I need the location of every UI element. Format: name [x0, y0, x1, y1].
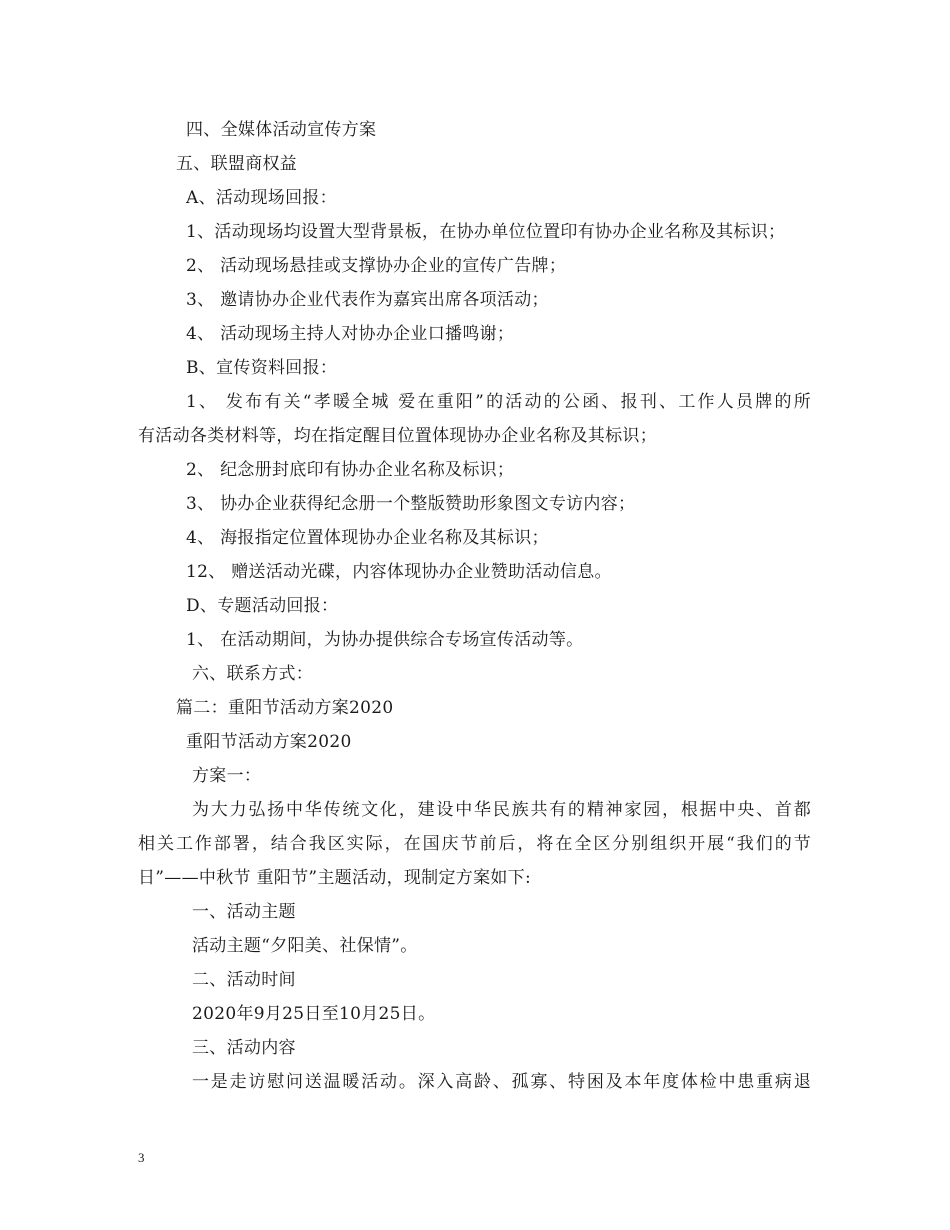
paragraph-line: 一是走访慰问送温暖活动。深入高龄、孤寡、特困及本年度体检中患重病退	[192, 1072, 811, 1092]
plan-heading: 方案一：	[192, 766, 262, 786]
list-item: 2、 纪念册封底印有协办企业名称及标识；	[186, 460, 515, 480]
time-text: 2020年9月25日至10月25日。	[192, 1004, 436, 1024]
subheading-onsite-returns: A、活动现场回报：	[186, 188, 337, 208]
list-item: 4、 活动现场主持人对协办企业口播鸣谢；	[186, 324, 515, 344]
paragraph-line: 相关工作部署，结合我区实际，在国庆节前后，将在全区分别组织开展“我们的节	[138, 834, 811, 854]
list-item: 3、 邀请协办企业代表作为嘉宾出席各项活动；	[186, 290, 549, 310]
list-item: 3、 协办企业获得纪念册一个整版赞助形象图文专访内容；	[186, 494, 636, 514]
section-heading-sponsor-rights: 五、联盟商权益	[176, 154, 298, 174]
article-subtitle: 重阳节活动方案2020	[186, 732, 352, 752]
paragraph-line: 日”——中秋节 重阳节”主题活动，现制定方案如下:	[138, 868, 532, 888]
list-item: 2、 活动现场悬挂或支撑协办企业的宣传广告牌；	[186, 256, 567, 276]
subheading-promo-returns: B、宣传资料回报：	[186, 358, 338, 378]
theme-text: 活动主题“夕阳美、社保情”。	[192, 936, 418, 956]
section-heading-media-plan: 四、全媒体活动宣传方案	[186, 120, 377, 140]
section-heading-contact: 六、联系方式：	[192, 664, 314, 684]
section-heading-content: 三、活动内容	[192, 1038, 296, 1058]
paragraph-line: 为大力弘扬中华传统文化，建设中华民族共有的精神家园，根据中央、首都	[192, 800, 811, 820]
article-title: 篇二：重阳节活动方案2020	[176, 698, 394, 718]
section-heading-theme: 一、活动主题	[192, 902, 296, 922]
list-item: 1、 发布有关“孝暖全城 爱在重阳”的活动的公函、报刊、工作人员牌的所	[186, 392, 811, 412]
list-item-continuation: 有活动各类材料等，均在指定醒目位置体现协办企业名称及其标识；	[138, 426, 657, 446]
list-item: 4、 海报指定位置体现协办企业名称及其标识；	[186, 528, 549, 548]
subheading-special-returns: D、专题活动回报：	[186, 596, 339, 616]
section-heading-time: 二、活动时间	[192, 970, 296, 990]
page-number: 3	[138, 1150, 145, 1165]
list-item: 1、 在活动期间，为协办提供综合专场宣传活动等。	[186, 630, 584, 650]
list-item: 1、活动现场均设置大型背景板，在协办单位位置印有协办企业名称及其标识；	[186, 222, 786, 242]
list-item: 12、 赠送活动光碟，内容体现协办企业赞助活动信息。	[186, 562, 612, 582]
